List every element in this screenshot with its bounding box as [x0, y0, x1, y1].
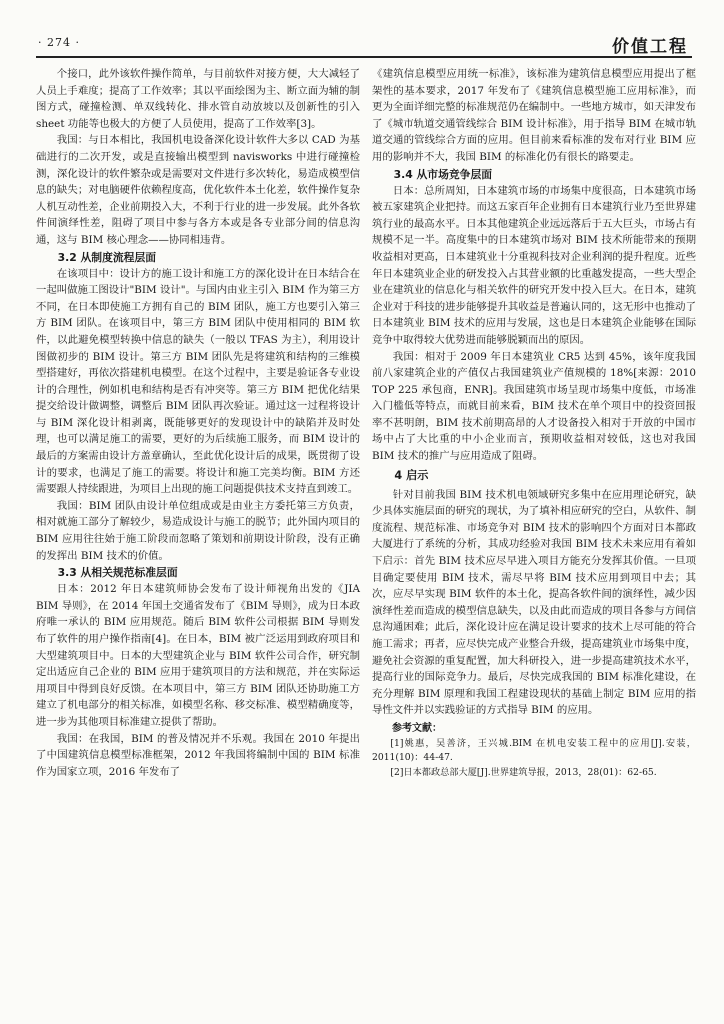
- section-heading: 3.2 从制度流程层面: [57, 250, 157, 264]
- page-header: [36, 30, 692, 58]
- paragraph: 我国：与日本相比，我国机电设备深化设计软件大多以 CAD 为基础进行的二次开发，或是直接输出模型到 navisworks 中进行碰撞检测，深化设计的软件繁杂或是需要对文件进行多次转化，易造成模型信息的缺失；对电脑硬件依赖程度高，优化软件本土化差，软件操作复杂人机互动性差，企业前期投入大，不利于行业的进一步发展。此外各软件间演绎性差，阻碍了项目中参与各方本或是各专业部分间的信息沟通，这与 BIM 核心理念——协同相违背。: [36, 134, 360, 246]
- paragraph: 日本：2012 年日本建筑师协会发布了设计师视角出发的《JIA BIM 导则》，在 2014 年国土交通省发布了《BIM 导则》，成为日本政府唯一承认的 BIM 应用规范。随后 BIM 软件公司根据 BIM 导则发布了软件的用户操作指南[4]。在日本，BIM 被广泛运用到政府项目和大型建筑项目中。日本的大型建筑企业与 BIM 软件公司合作，研究制定出适应自己企业的 BIM 应用于建筑项目的方法和规范，并在实际运用项目中得到良好反馈。在本项目中，第三方 BIM 团队还协助施工方建立了机电部分的相关标准，如模型名称、移交标准、模型精确度等，进一步为其他项目标准建立提供了帮助。: [36, 583, 360, 728]
- paragraph: 我国：BIM 团队由设计单位组成或是由业主方委托第三方负责，相对就施工部分了解较少，易造成设计与施工的脱节；此外国内项目的 BIM 应用往往始于施工阶段而忽略了策划和前期设计阶段，没有正确的发挥出 BIM 技术的价值。: [36, 499, 360, 562]
- references-list: [372, 737, 696, 780]
- section-heading: 4 启示: [394, 468, 429, 482]
- paragraph: 日本：总所周知，日本建筑市场的市场集中度很高，日本建筑市场被五家建筑企业把持。而这五家百年企业拥有日本建筑行业乃至世界建筑行业的最高水平。日本其他建筑企业远远落后于五大巨头，市场占有规模不足一半。高度集中的日本建筑市场对 BIM 技术所能带来的预期收益相对更高，日本建筑业十分重视科技对企业利润的提升程度。近些年日本建筑业企业的研发投入占其营业额的比重越发提高，一些大型企业在建筑业的信息化与相关软件的研究开发中投入巨大。在日本，建筑企业对于科技的进步能够提升其收益是普遍认同的，这无形中也推动了日本建筑业 BIM 技术的应用与发展，这也是日本建筑企业能够在国际竞争中取得较大优势进而能够脱颖而出的原因。: [372, 184, 696, 346]
- right-column-body: [372, 66, 696, 719]
- reference-item: [1]姚惠，吴善济，王兴城.BIM 在机电安装工程中的应用[J].安装，2011(10)：44-47.: [372, 737, 696, 764]
- right-column: [372, 66, 696, 780]
- left-column: [36, 66, 360, 780]
- journal-name: 价值工程: [612, 37, 688, 57]
- paragraph: 《建筑信息模型应用统一标准》，该标准为建筑信息模型应用提出了框架性的基本要求，2017 年发布了《建筑信息模型施工应用标准》，而更为全面详细完整的标准规范仍在编制中。一些地方城市，如天津发布了《城市轨道交通管线综合 BIM 设计标准》，用于指导 BIM 在城市轨道交通的管线综合方面的应用。但目前来看标准的发布对行业 BIM 应用的影响并不大，我国 BIM 的标准化仍有很长的路要走。: [372, 68, 696, 163]
- reference-item: [2]日本都政总部大厦[J].世界建筑导报，2013，28(01)：62-65.: [390, 766, 657, 778]
- paragraph: 针对目前我国 BIM 技术机电领域研究多集中在应用理论研究，缺少具体实施层面的研究的现状，为了填补相应研究的空白，从软件、制度流程、规范标准、市场竞争对 BIM 技术的影响四个方面对日本都政大厦进行了系统的分析，其成功经验对我国 BIM 技术未来应用有着如下启示：首先 BIM 技术应尽早进入项目方能充分发挥其价值。一旦项目确定要使用 BIM 技术，需尽早将 BIM 技术应用到项目中去；其次，应尽早实现 BIM 软件的本土化，提高各软件间的演绎性，减少因演绎性差而造成的模型信息缺失，以及由此而造成的项目各参与方间信息沟通困难；此后，深化设计应在满足设计要求的技术上尽可能的符合施工需求；再者，应尽快完成产业整合升级，提高建筑业市场集中度，避免社会资源的重复配置，加大科研投入，进一步提高建筑技术水平，提高行业的国际竞争力。最后，尽快完成我国的 BIM 标准化建设，在充分理解 BIM 原理和我国工程建设现状的基础上制定 BIM 应用的指导性文件并以实践验证的方式指导 BIM 的应用。: [372, 488, 696, 717]
- section-heading: 3.4 从市场竞争层面: [393, 167, 493, 181]
- paragraph: 个接口，此外该软件操作简单，与目前软件对接方便，大大减轻了人员上手难度；提高了工作效率；其以平面绘图为主、断立面为辅的制图方式，碰撞检测、单双线转化、排水管自动放坡以及创新性的引入 sheet 功能等也极大的方便了人员使用，提高了工作效率[3]。: [36, 68, 360, 130]
- paragraph: 在该项目中：设计方的施工设计和施工方的深化设计在日本结合在一起叫做施工图设计"BIM 设计"。与国内由业主引入 BIM 作为第三方不同，在日本即使施工方拥有自己的 BIM 团队，施工方也要引入第三方 BIM 团队。在该项目中，第三方 BIM 团队中使用相同的 BIM 软件，以此避免模型转换中信息的缺失（一般以 TFAS 为主），利用设计图做初步的 BIM 设计。第三方 BIM 团队先是将建筑和结构的三维模型搭建好，再依次搭建机电模型。在这个过程中，主要是验证各专业设计的合理性，例如机电和结构是否有冲突等。第三方 BIM 把优化结果提交给设计做调整，调整后 BIM 团队再次验证。通过这一过程将设计与 BIM 深化设计相剥离，既能够更好的发现设计中的缺陷并及时处理，也可以满足施工的需要，更好的为后续施工服务，而 BIM 设计的最后的方案需由设计方盖章确认，至此优化设计后的成果，既贯彻了设计的要求，也满足了施工的需要。将设计和施工完美均衡。BIM 方还需要跟人持续跟进，为项目上出现的施工问题提供技术支持直到竣工。: [36, 267, 360, 496]
- paragraph: 我国：相对于 2009 年日本建筑业 CR5 达到 45%，该年度我国前八家建筑企业的产值仅占我国建筑业产值规模的 18%[来源：2010 TOP 225 承包商，ENR]。我国建筑市场呈现市场集中度低，市场准入门槛低等特点，而就目前来看，BIM 技术在单个项目中的投资回报率不甚明朗，BIM 技术前期高昂的人才设备投入相对于开放的中国市场中占了大比重的中小企业而言，预期收益相对较低，这也对我国 BIM 技术的推广与应用造成了阻碍。: [372, 350, 696, 463]
- section-heading: 3.3 从相关规范标准层面: [57, 566, 178, 580]
- paragraph: 我国：在我国，BIM 的普及情况并不乐观。我国在 2010 年提出了中国建筑信息模型标准框架，2012 年我国将编制中国的 BIM 标准作为国家立项，2016 年发布了: [36, 732, 360, 778]
- page-number: · 274 ·: [38, 36, 80, 49]
- references-label: 参考文献：: [392, 722, 442, 734]
